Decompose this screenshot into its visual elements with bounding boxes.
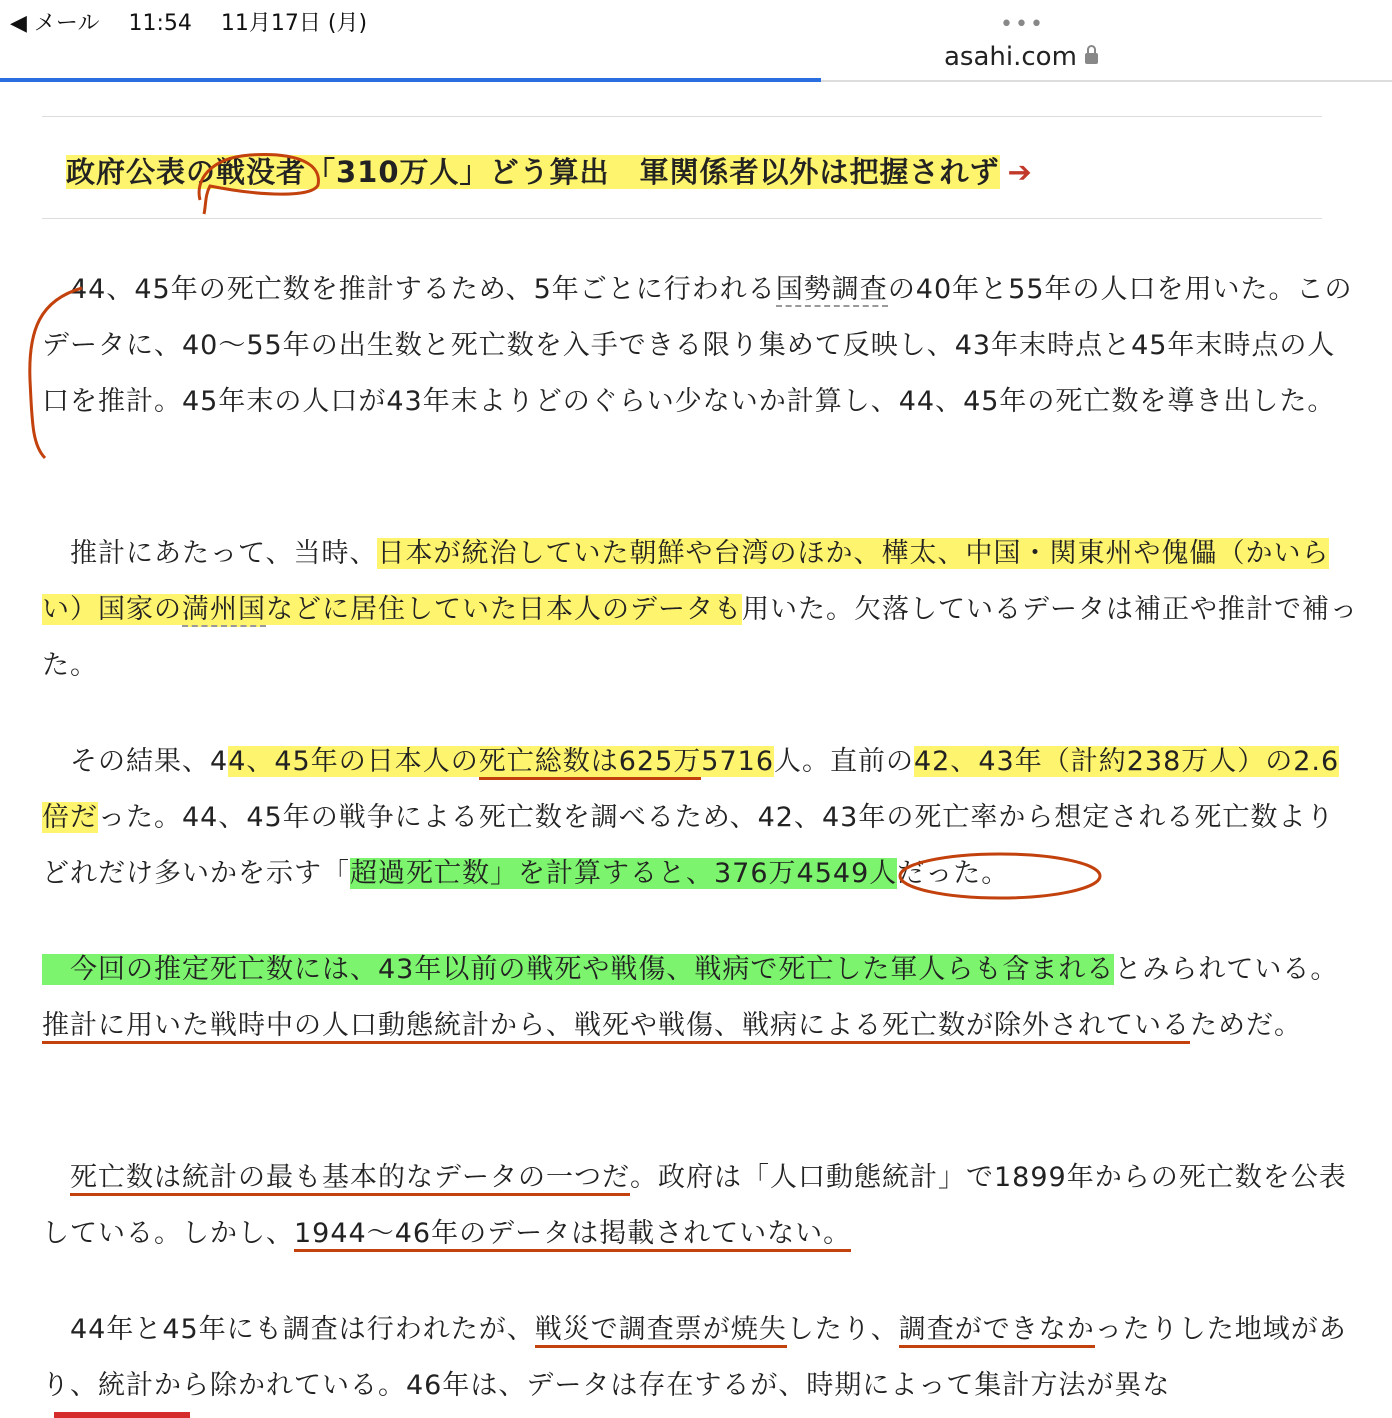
circle-mark-3764549 [900,854,1100,898]
article-paragraph: 死亡数は統計の最も基本的なデータの一つだ。政府は「人口動態統計」で1899年からの死亡数を公表している。しかし、1944〜46年のデータは掲載されていない。 [42,1150,1362,1262]
circle-mark-senbotsusha [199,155,318,214]
article-paragraph: 今回の推定死亡数には、43年以前の戦死や戦傷、戦病で死亡した軍人らも含まれるとみられている。推計に用いた戦時中の人口動態統計から、戦死や戦傷、戦病による死亡数が除外されているためだ。 [42,942,1362,1054]
back-to-mail-button[interactable]: ◀ メール [10,11,100,36]
status-date: 11月17日 (月) [220,11,368,36]
headline-text: 政府公表の戦没者「310万人」どう算出 軍関係者以外は把握されず [66,155,1000,189]
article-paragraph: 推計にあたって、当時、日本が統治していた朝鮮や台湾のほか、樺太、中国・関東州や傀儡（かいらい）国家の満州国などに居住していた日本人のデータも用いた。欠落しているデータは補正や推計で補った。 [42,538,1358,681]
term-link-kokusei-chosa[interactable]: 国勢調査 [775,274,888,305]
bracket-mark [30,288,82,458]
article-paragraph: その結果、44、45年の日本人の死亡総数は625万5716人。直前の42、43年（計約238万人）の2.6倍だった。44、45年の戦争による死亡数を調べるため、42、43年の死亡率から想定される死亡数よりどれだけ多いかを示す「超過死亡数」を計算すると、376万4549人だった。 [42,746,1340,889]
more-options-icon[interactable]: ••• [1000,12,1045,37]
status-time: 11:54 [128,11,192,36]
article-paragraph: 44年と45年にも調査は行われたが、戦災で調査票が焼失したり、調査ができなかったりした地域があり、統計から除かれている。46年は、データは存在するが、時期によって集計方法が異な [42,1314,1347,1401]
term-link-manshukoku[interactable]: 満州国 [182,594,266,625]
article-paragraph: 44、45年の死亡数を推計するため、5年ごとに行われる国勢調査の40年と55年の人口を用いた。このデータに、40〜55年の出生数と死亡数を入手できる限り集めて反映し、43年末時点と45年末時点の人口を推計。45年末の人口が43年末よりどのぐらい少ないか計算し、44、45年の死亡数を導き出した。 [42,274,1353,417]
arrow-right-icon: ➔ [1007,155,1033,189]
reading-progress-indicator [54,1412,190,1418]
domain-label: asahi.com [944,42,1077,72]
